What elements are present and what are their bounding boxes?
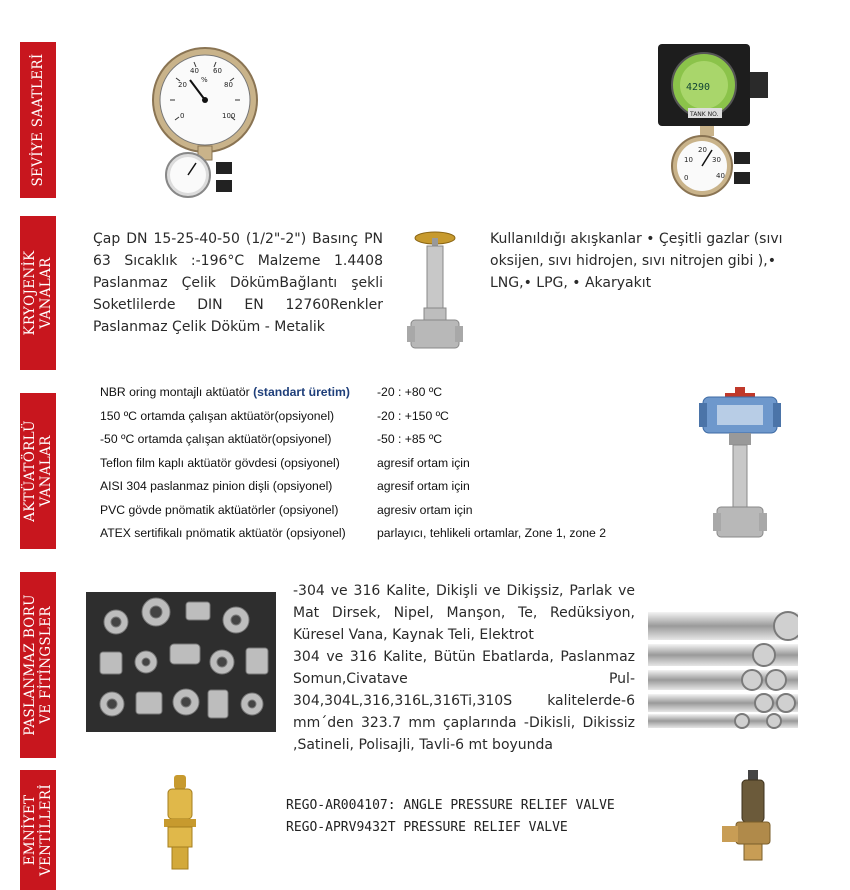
gauge-label: 80 bbox=[224, 81, 233, 89]
section-tab-kryojenik bbox=[20, 216, 56, 370]
spec-cell: agresiv ortam için bbox=[377, 502, 473, 517]
gauge-label: 20 bbox=[178, 81, 187, 89]
spec-cell: -20 : +80 ºC bbox=[377, 385, 443, 399]
spec-cell: parlayıcı, tehlikeli ortamlar, Zone 1, zone 2 bbox=[377, 526, 606, 540]
gauge-label: 40 bbox=[716, 172, 725, 180]
tab-label-line2: VANALAR bbox=[38, 435, 54, 507]
fittings-image bbox=[86, 592, 276, 732]
gauge-label: 60 bbox=[213, 67, 222, 75]
actuator-valve-image bbox=[695, 385, 785, 545]
spec-cell: -50 : +85 ºC bbox=[377, 432, 443, 446]
tab-label-line1: AKTÜATÖRLÜ bbox=[22, 420, 38, 522]
tab-label-line1: PASLANMAZ BORU bbox=[22, 594, 38, 736]
level-gauge-image bbox=[150, 40, 260, 200]
spec-cell: agresif ortam için bbox=[377, 455, 470, 470]
section-tab-seviye bbox=[20, 42, 56, 198]
section-tab-boru bbox=[20, 572, 56, 758]
feature-cell: PVC gövde pnömatik aktüatörler (opsiyonel) bbox=[100, 502, 339, 517]
cryogenic-specs bbox=[93, 228, 383, 338]
tab-label-line1: KRYOJENİK bbox=[22, 250, 38, 336]
tab-label-line1: EMNİYET bbox=[22, 794, 38, 866]
standard-highlight: (standart üretim) bbox=[253, 385, 350, 399]
angle-relief-valve-image bbox=[718, 770, 788, 865]
tab-label bbox=[22, 420, 54, 522]
feature-cell: 150 ºC ortamda çalışan aktüatör(opsiyonel) bbox=[100, 408, 335, 423]
pipe-fittings-para2: 304 ve 316 Kalite, Bütün Ebatlarda, Paslanmaz Somun,Civatave Pul-304,304L,316,316L,316Ti,310S kalitelerde-6 mm´den 323.7 mm çaplarında -Dikisli, Dikissiz ,Satineli, Polisajli, Tavli-6 mt boyunda bbox=[293, 649, 635, 753]
relief-valve-line2: REGO-APRV9432T PRESSURE RELIEF VALVE bbox=[286, 820, 568, 835]
tab-label-line2: VE FİTİNGSLER bbox=[38, 606, 54, 724]
gauge-label: 30 bbox=[712, 156, 721, 164]
cryogenic-usage bbox=[490, 228, 790, 294]
section-tab-emniyet bbox=[20, 770, 56, 890]
relief-valve-line1: REGO-AR004107: ANGLE PRESSURE RELIEF VALVE bbox=[286, 798, 615, 813]
tab-label bbox=[22, 250, 54, 335]
gauge-unit: % bbox=[201, 76, 208, 84]
section-tab-aktuator bbox=[20, 393, 56, 549]
gauge-label: 10 bbox=[684, 156, 693, 164]
tab-label-line2: VANALAR bbox=[38, 257, 54, 329]
tab-label: SEVİYE SAATLERİ bbox=[30, 53, 46, 187]
tab-label-line2: VENTİLLERİ bbox=[38, 783, 54, 877]
spec-cell: agresif ortam için bbox=[377, 479, 470, 493]
tab-label bbox=[22, 784, 54, 876]
feature-cell: NBR oring montajlı aktüatör (standart üretim) bbox=[100, 385, 350, 399]
gauge-label: 20 bbox=[698, 146, 707, 154]
gauge-label: 0 bbox=[684, 174, 689, 182]
cryogenic-specs-text: Çap DN 15-25-40-50 (1/2"-2") Basınç PN 63 Sıcaklık :-196°C Malzeme 1.4408 Paslanmaz Çelik DökümBağlantı şekli Soketlilerde DIN EN 12760Renkler Paslanmaz Çelik Döküm - Metalik bbox=[93, 231, 383, 335]
digital-gauge-image bbox=[650, 40, 780, 200]
pipes-image bbox=[648, 600, 798, 730]
gauge-label: 40 bbox=[190, 67, 199, 75]
feature-cell: ATEX sertifikalı pnömatik aktüatör (opsiyonel) bbox=[100, 526, 346, 540]
cryogenic-usage-text: Kullanıldığı akışkanlar • Çeşitli gazlar (sıvı oksijen, sıvı hidrojen, sıvı nitrojen gibi ),• LNG,• LPG, • Akaryakıt bbox=[490, 231, 783, 291]
brass-relief-valve-image bbox=[150, 775, 210, 875]
pipe-fittings-text bbox=[293, 580, 635, 756]
tank-tag: TANK NO. bbox=[690, 111, 719, 118]
tab-label bbox=[22, 594, 54, 736]
spec-cell: -20 : +150 ºC bbox=[377, 408, 449, 423]
feature-cell: AISI 304 paslanmaz pinion dişli (opsiyonel) bbox=[100, 479, 333, 493]
feature-cell: -50 ºC ortamda çalışan aktüatör(opsiyonel) bbox=[100, 432, 332, 446]
digital-display: 4290 bbox=[686, 82, 711, 93]
cryogenic-valve-image bbox=[405, 228, 465, 358]
gauge-label: 0 bbox=[180, 112, 185, 120]
gauge-label: 100 bbox=[222, 112, 236, 120]
feature-cell: Teflon film kaplı aktüatör gövdesi (opsiyonel) bbox=[100, 455, 340, 470]
pipe-fittings-para1: -304 ve 316 Kalite, Dikişli ve Dikişsiz, Parlak ve Mat Dirsek, Nipel, Manşon, Te, Redüksiyon, Küresel Vana, Kaynak Teli, Elektrot bbox=[293, 583, 635, 643]
